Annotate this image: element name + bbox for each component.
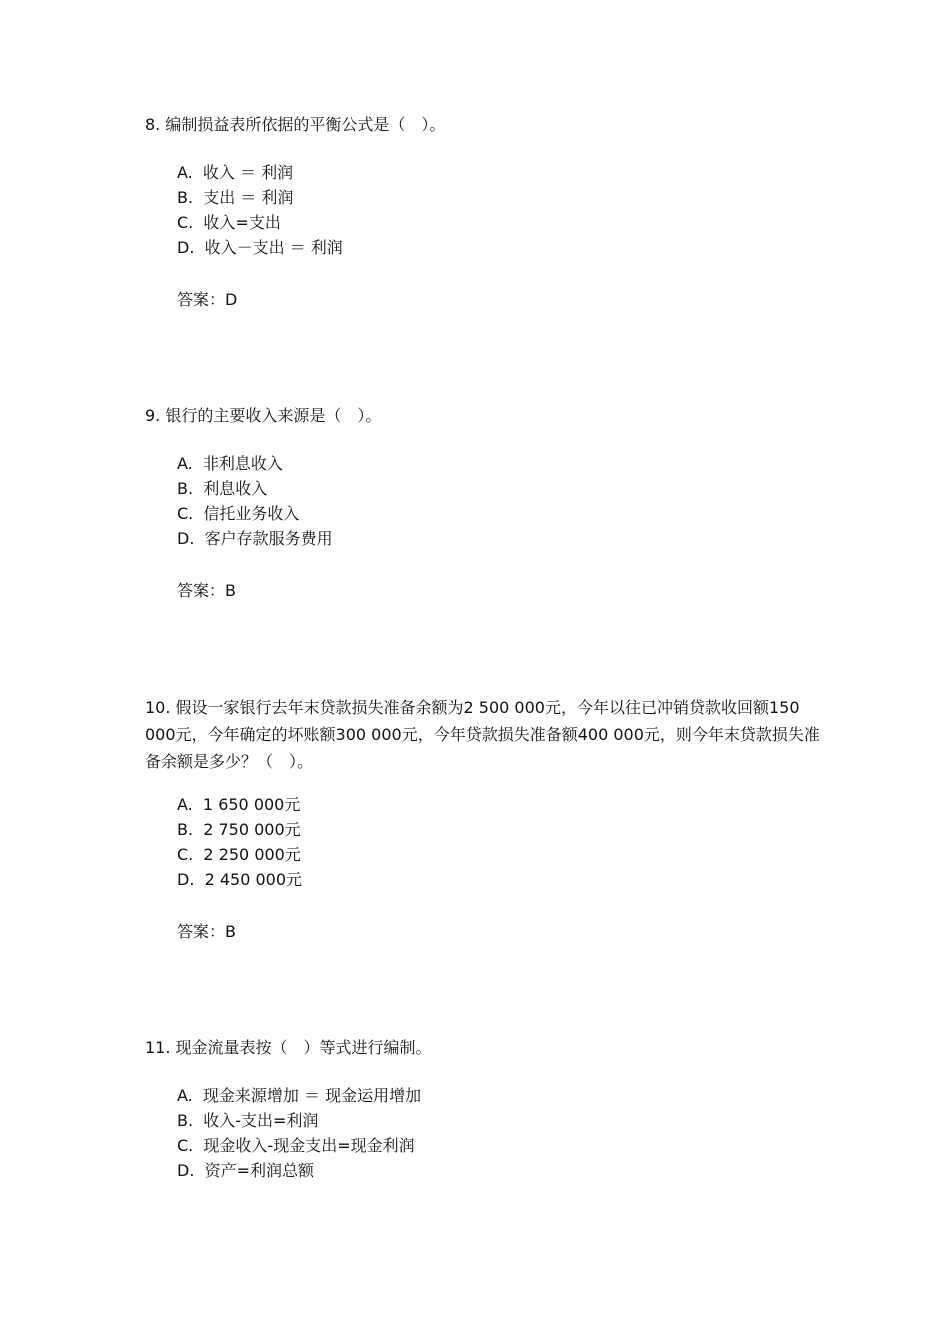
option-list	[177, 451, 333, 551]
answer-text: 答案：D	[177, 290, 238, 309]
answer-text: 答案：B	[177, 922, 236, 941]
option-b: B. 利息收入	[177, 479, 268, 498]
option-d: D. 资产=利润总额	[177, 1161, 314, 1180]
option-list	[177, 792, 302, 892]
question-text: 9. 银行的主要收入来源是（ ）。	[145, 406, 382, 425]
option-c: C. 现金收入-现金支出=现金利润	[177, 1136, 415, 1155]
option-d: D. 客户存款服务费用	[177, 529, 333, 548]
option-d: D. 收入－支出 ＝ 利润	[177, 238, 343, 257]
answer-text: 答案：B	[177, 581, 236, 600]
option-list	[177, 1083, 421, 1183]
option-b: B. 收入-支出=利润	[177, 1111, 319, 1130]
option-a: A. 收入 ＝ 利润	[177, 163, 294, 182]
option-c: C. 2 250 000元	[177, 845, 301, 864]
question-text: 8. 编制损益表所依据的平衡公式是（ ）。	[145, 115, 446, 134]
question-text: 10. 假设一家银行去年末贷款损失准备余额为2 500 000元，今年以往已冲销贷款收回额150 000元，今年确定的坏账额300 000元，今年贷款损失准备额400 000元，则今年末贷款损失准备余额是多少？（ ）。	[145, 698, 820, 771]
option-a: A. 1 650 000元	[177, 795, 301, 814]
option-d: D. 2 450 000元	[177, 870, 303, 889]
option-a: A. 非利息收入	[177, 454, 283, 473]
option-b: B. 支出 ＝ 利润	[177, 188, 294, 207]
option-c: C. 收入=支出	[177, 213, 281, 232]
option-c: C. 信托业务收入	[177, 504, 300, 523]
question-text: 11. 现金流量表按（ ）等式进行编制。	[145, 1038, 432, 1057]
option-a: A. 现金来源增加 ＝ 现金运用增加	[177, 1086, 422, 1105]
option-b: B. 2 750 000元	[177, 820, 301, 839]
option-list	[177, 160, 343, 260]
